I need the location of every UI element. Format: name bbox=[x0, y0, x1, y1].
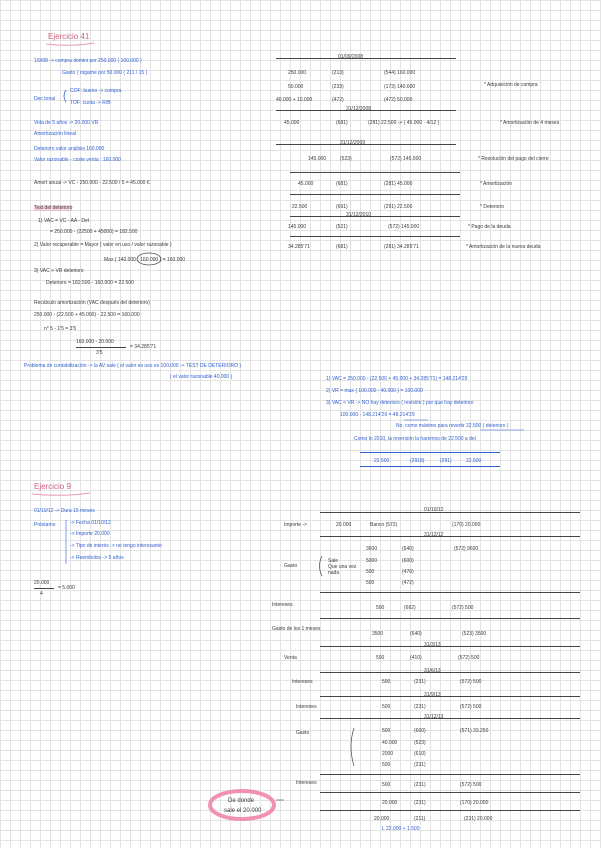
journal-debit: 50.000 bbox=[288, 84, 304, 90]
journal-date: 31/9/13 bbox=[424, 692, 441, 698]
journal-date: 01/09/2008 bbox=[338, 54, 364, 60]
journal-note: * Deterioro bbox=[480, 204, 504, 210]
ex1-line: 1) VAC = VC - AA - Det bbox=[38, 218, 90, 224]
ex1-line: Vida de 5 años -> 20.000 VR bbox=[34, 120, 99, 126]
ex2-line: -> Importe 20.000 bbox=[70, 531, 110, 537]
calc-line: 100.000 - 148.214'29 = 48.214'29 bbox=[340, 412, 415, 418]
journal-date: 01/10/12 bbox=[424, 507, 444, 513]
journal-credit: (170) 20.000 bbox=[452, 522, 481, 528]
ex2-line: -> Fecha 01/10/12 bbox=[70, 520, 111, 526]
journal-debit: 45.000 bbox=[298, 181, 314, 187]
journal-credit: (544) 160.000 bbox=[384, 70, 416, 76]
journal-credit: (231) 20.000 bbox=[464, 816, 493, 822]
journal-label: Intereses bbox=[272, 602, 293, 608]
journal-account: (523) bbox=[340, 156, 352, 162]
journal-account: (681) bbox=[336, 120, 348, 126]
journal-note: * Amortización bbox=[480, 181, 512, 187]
journal-credit: (281) 22.500 -> ( 45.000 · 4/12 ) bbox=[368, 120, 440, 126]
ex1-line: Amort anual -> VC - 250.000 - 22.500 / 5 = 45.000 € bbox=[34, 180, 150, 186]
ex2-fraction-num: 20.000 bbox=[34, 580, 50, 586]
journal-account: (521) bbox=[336, 224, 348, 230]
journal-account: (640) bbox=[410, 631, 422, 637]
ex1-fraction-result: = 34.285'71 bbox=[130, 344, 157, 350]
final-credit: 22.500 bbox=[466, 458, 482, 464]
journal-debit: 3500 bbox=[372, 631, 384, 637]
journal-account: (231) bbox=[414, 782, 426, 788]
ex2-line: -> Reembolso -> 5 años bbox=[70, 555, 124, 561]
journal-debit: 500 bbox=[366, 569, 375, 575]
journal-account: (472) bbox=[402, 580, 414, 586]
journal-note: * Amortización de 4 meses bbox=[500, 120, 560, 126]
journal-debit: 500 bbox=[382, 728, 391, 734]
ex1-line: Amortización lineal bbox=[34, 131, 76, 137]
journal-group: nada bbox=[328, 570, 340, 576]
final-account: (2918) bbox=[410, 458, 425, 464]
journal-debit: 500 bbox=[376, 655, 385, 661]
journal-label: Intereses bbox=[296, 780, 317, 786]
journal-credit: (472) 50.000 bbox=[384, 97, 413, 103]
journal-credit: (291) 22.500 bbox=[384, 204, 413, 210]
ex1-test-heading: Test del deterioro bbox=[34, 205, 73, 211]
journal-debit: 22.500 bbox=[292, 204, 308, 210]
journal-date: 31/3/13 bbox=[424, 642, 441, 648]
journal-group: Sale bbox=[328, 558, 339, 564]
ex1-line: Deterioro valor análisis 160.000 bbox=[34, 146, 105, 152]
journal-date: 31/12/12 bbox=[424, 532, 444, 538]
journal-date: 31/12/2008 bbox=[346, 106, 372, 112]
ex2-line: 01/10/12 -> Dura 15 meses bbox=[34, 508, 95, 514]
journal-debit: 3600 bbox=[366, 546, 378, 552]
ex1-line: Valor razonable - coste venta : 160.000 bbox=[34, 157, 121, 163]
journal-credit: (281) 45.000 bbox=[384, 181, 413, 187]
journal-credit: (572) 500 bbox=[460, 782, 482, 788]
journal-debit: 500 bbox=[366, 580, 375, 586]
calc-line: 2) VR = max { 100.000 ; 40.000 } = 100.000 bbox=[326, 388, 423, 394]
journal-debit: 20.000 bbox=[382, 800, 398, 806]
journal-account: (410) bbox=[410, 655, 422, 661]
journal-debit: 250.000 bbox=[288, 70, 307, 76]
ex1-line: Max { 140.000 ; 160.000 } = 160.000 bbox=[104, 257, 186, 263]
journal-account: (691) bbox=[336, 204, 348, 210]
circled-note: De donde bbox=[228, 798, 255, 804]
exercise-9-title: Ejercicio 9 bbox=[34, 482, 71, 491]
ex1-line: TOF: cuota -> R/B bbox=[70, 100, 111, 106]
journal-account: (231) bbox=[414, 704, 426, 710]
ex1-fraction-den: 3'5 bbox=[96, 350, 103, 356]
journal-credit: (571) 33.250 bbox=[460, 728, 489, 734]
journal-debit: 500 bbox=[382, 704, 391, 710]
ex1-line: 250.000 - (22.500 + 45.000) - 22.500 = 160.000 bbox=[34, 312, 140, 318]
journal-credit: (170) 20.000 bbox=[460, 800, 489, 806]
journal-label: Intereses bbox=[296, 704, 317, 710]
journal-debit: 20.000 bbox=[336, 522, 352, 528]
circled-note: sale el 20.000 bbox=[224, 808, 262, 814]
journal-label: Gasto bbox=[284, 563, 298, 569]
exercise-41-title: Ejercicio 41 bbox=[48, 32, 90, 41]
journal-date: 31/12/2009 bbox=[340, 140, 366, 146]
ex2-line: Préstamo bbox=[34, 522, 56, 528]
journal-debit: 40.000 + 10.000 bbox=[276, 97, 313, 103]
bottom-note: L 22.000 + 1.500 bbox=[382, 826, 420, 832]
journal-debit: 500 bbox=[382, 782, 391, 788]
journal-account: (600) bbox=[402, 558, 414, 564]
journal-account: (600) bbox=[414, 728, 426, 734]
calc-line: 3) VAC < VR -> NO hay deterioro ( revisión ) por que hay deterioro bbox=[326, 400, 474, 406]
journal-debit: 145.000 bbox=[308, 156, 327, 162]
final-account: (291) bbox=[440, 458, 452, 464]
journal-label: Gasto de los 1 meses bbox=[272, 626, 321, 632]
journal-credit: (572) 500 bbox=[460, 679, 482, 685]
journal-account: (681) bbox=[336, 181, 348, 187]
journal-label: Importe -> bbox=[284, 522, 307, 528]
journal-account: (231) bbox=[414, 679, 426, 685]
journal-date: 31/6/13 bbox=[424, 668, 441, 674]
journal-credit: (572) 145.000 bbox=[388, 224, 420, 230]
problem-statement: Problema de contabilización -> la AV sale ( el valor es uso es 100.000 -> TEST DE DETERIORO ) bbox=[24, 363, 242, 369]
journal-debit: 20.000 bbox=[374, 816, 390, 822]
journal-credit: (281) 34.285'71 bbox=[384, 244, 419, 250]
journal-credit: (572) 500 bbox=[458, 655, 480, 661]
ex1-line: Gasto ( rogame por 50.000 ( 211 / 15 ) bbox=[62, 70, 148, 76]
journal-credit: (572) 500 bbox=[460, 704, 482, 710]
journal-debit: 34.285'71 bbox=[288, 244, 310, 250]
journal-credit: (572) 145.000 bbox=[390, 156, 422, 162]
journal-debit: 500 bbox=[382, 762, 391, 768]
journal-group: Que una vez bbox=[328, 564, 357, 570]
ex1-line: Deterioro = 182.500 - 160.000 = 22.500 bbox=[46, 280, 134, 286]
journal-debit: 500 bbox=[376, 605, 385, 611]
ex2-fraction-result: = 5.000 bbox=[58, 585, 75, 591]
ex1-fraction-num: 160.000 - 20.000 bbox=[76, 339, 114, 345]
journal-account: (472) bbox=[332, 97, 344, 103]
ex1-line: 1/9/08 -> compra domini por 250.000 ( 100.000 ) bbox=[34, 58, 142, 64]
ex1-line: 2) Valor recuperable = Mayor { valor en uso / valor razonable } bbox=[34, 242, 172, 248]
ex1-line: Recálculo amortización (VAC después del deterioro) bbox=[34, 300, 150, 306]
journal-account: (231) bbox=[414, 762, 426, 768]
journal-note: * Amortización de la nueva deuda bbox=[466, 244, 541, 250]
ex2-fraction-den: 4 bbox=[40, 591, 43, 597]
journal-date: 31/12/2010 bbox=[346, 212, 372, 218]
journal-debit: 145.000 bbox=[288, 224, 307, 230]
journal-note: * Pago de la deuda bbox=[468, 224, 511, 230]
journal-label: Intereses bbox=[292, 679, 313, 685]
final-debit: 22.500 bbox=[374, 458, 390, 464]
journal-credit: (523) 3500 bbox=[462, 631, 487, 637]
journal-account: (213) bbox=[332, 70, 344, 76]
journal-account: Banco (572) bbox=[370, 522, 398, 528]
journal-account: (476) bbox=[402, 569, 414, 575]
journal-debit: 2000 bbox=[382, 751, 394, 757]
journal-label: Venta bbox=[284, 655, 297, 661]
journal-debit: 500 bbox=[382, 679, 391, 685]
ex1-line: 3) VAC > VR deterioro bbox=[34, 268, 84, 274]
journal-account: (662) bbox=[404, 605, 416, 611]
journal-debit: 40.000 bbox=[382, 740, 398, 746]
journal-account: (523) bbox=[414, 740, 426, 746]
journal-note: * Resolución del pago del cierre bbox=[478, 156, 549, 162]
ex1-line: Dec tonal bbox=[34, 96, 56, 102]
journal-date: 31/12/13 bbox=[424, 714, 444, 720]
calc-line: Como lo 2010, la reversión la haremos de 22.500 a del bbox=[354, 436, 476, 442]
journal-credit: (173) 140.000 bbox=[384, 84, 416, 90]
journal-account: (610) bbox=[414, 751, 426, 757]
journal-account: (233) bbox=[332, 84, 344, 90]
journal-credit: (572) 9600 bbox=[454, 546, 479, 552]
journal-label: Gasto bbox=[296, 730, 310, 736]
ex1-line: = 250.000 - (22500 + 45000) = 182.500 bbox=[50, 229, 138, 235]
ex1-line: n° 5 - 1'5 = 3'5 bbox=[44, 326, 77, 332]
journal-account: (231) bbox=[414, 800, 426, 806]
ex1-line: COF: bueno -> compra bbox=[70, 88, 122, 94]
journal-debit: 5000 bbox=[366, 558, 378, 564]
journal-debit: 45.000 bbox=[284, 120, 300, 126]
ex2-line: -> Tipo de interés -> no tengo interesante bbox=[70, 543, 162, 549]
journal-account: (681) bbox=[336, 244, 348, 250]
journal-account: (640) bbox=[402, 546, 414, 552]
journal-credit: (572) 500 bbox=[452, 605, 474, 611]
calc-line: No, como máximo para revertir 22.500 ( deterioro ) bbox=[396, 423, 509, 429]
journal-account: (211) bbox=[414, 816, 426, 822]
journal-note: * Adquisición de compra bbox=[484, 82, 538, 88]
calc-line: 1) VAC = 250.000 - (22.500 + 45.000 + 34.285'71) = 148.214'29 bbox=[326, 376, 468, 382]
problem-statement-b: ( el valor razonable 40.000 ) bbox=[170, 374, 233, 380]
